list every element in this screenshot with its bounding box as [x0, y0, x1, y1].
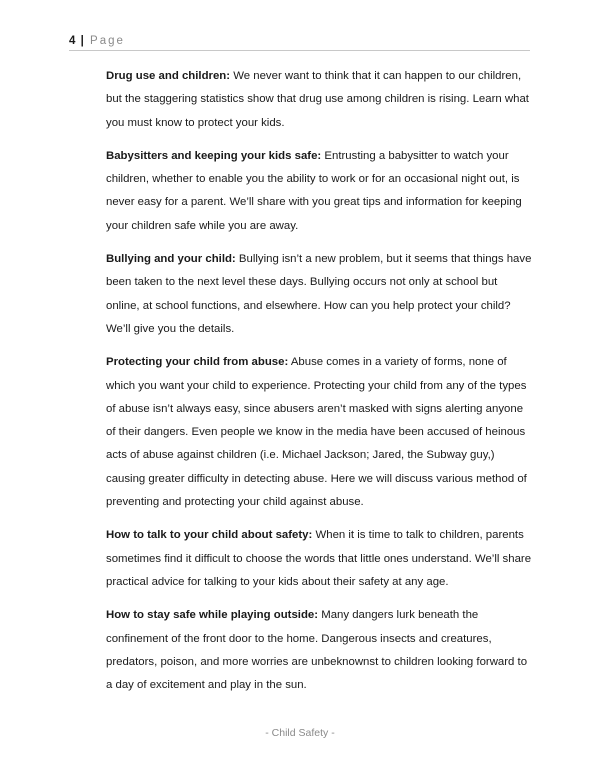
section-title: Bullying and your child:	[106, 253, 236, 266]
section-body: Many dangers lurk beneath the confinement of the front door to the home. Dangerous insects and creatures, predators, poison, and more worries are unbeknownst to children looking forward to a day of excitement and play in the sun.	[106, 609, 528, 692]
section-body: Bullying isn’t a new problem, but it seems that things have been taken to the next level these days. Bullying occurs not only at school but online, at school functions, and elsewhere. How can you help protect your child? We’ll give you the details.	[106, 253, 532, 335]
page-footer: - Child Safety -	[265, 727, 335, 739]
section-babysitters	[106, 145, 534, 238]
section-body: Abuse comes in a variety of forms, none of which you want your child to experience. Protecting your child from any of the types of abuse isn’t always easy, since abusers aren’t masked with signs alerting anyone of their dangers. Even people we know in the media have been accused of heinous acts of abuse against children (i.e. Michael Jackson; Jared, the Subway guy,) causing greater difficulty in detecting abuse. Here we will discuss various method of preventing and protecting your child against abuse.	[106, 356, 527, 509]
section-body: Entrusting a babysitter to watch your children, whether to enable you the ability to work or for an occasional night out, is never easy for a parent. We’ll share with you great tips and information for keeping your children safe while you are away.	[106, 149, 522, 232]
section-bullying	[106, 248, 534, 341]
section-title: Drug use and children:	[106, 70, 231, 82]
section-body: When it is time to talk to children, parents sometimes find it difficult to choose the words that little ones understand. We’ll share practical advice for talking to your kids about their safety at any age.	[106, 529, 532, 588]
section-title: How to talk to your child about safety:	[106, 529, 313, 542]
section-title: Protecting your child from abuse:	[106, 356, 289, 369]
page-number: 4	[69, 35, 76, 47]
section-title: Babysitters and keeping your kids safe:	[106, 149, 322, 162]
document-body	[106, 65, 534, 707]
section-drug-use	[106, 65, 534, 135]
section-outside-safety	[106, 604, 534, 697]
section-abuse	[106, 351, 534, 514]
section-body: We never want to think that it can happen to our children, but the staggering statistics show that drug use among children is rising. Learn what you must know to protect your kids.	[106, 70, 529, 129]
section-talk-about-safety	[106, 524, 534, 594]
section-title: How to stay safe while playing outside:	[106, 609, 319, 622]
page-label: Page	[90, 35, 125, 47]
page-header	[69, 34, 530, 51]
page-separator: |	[80, 35, 84, 47]
